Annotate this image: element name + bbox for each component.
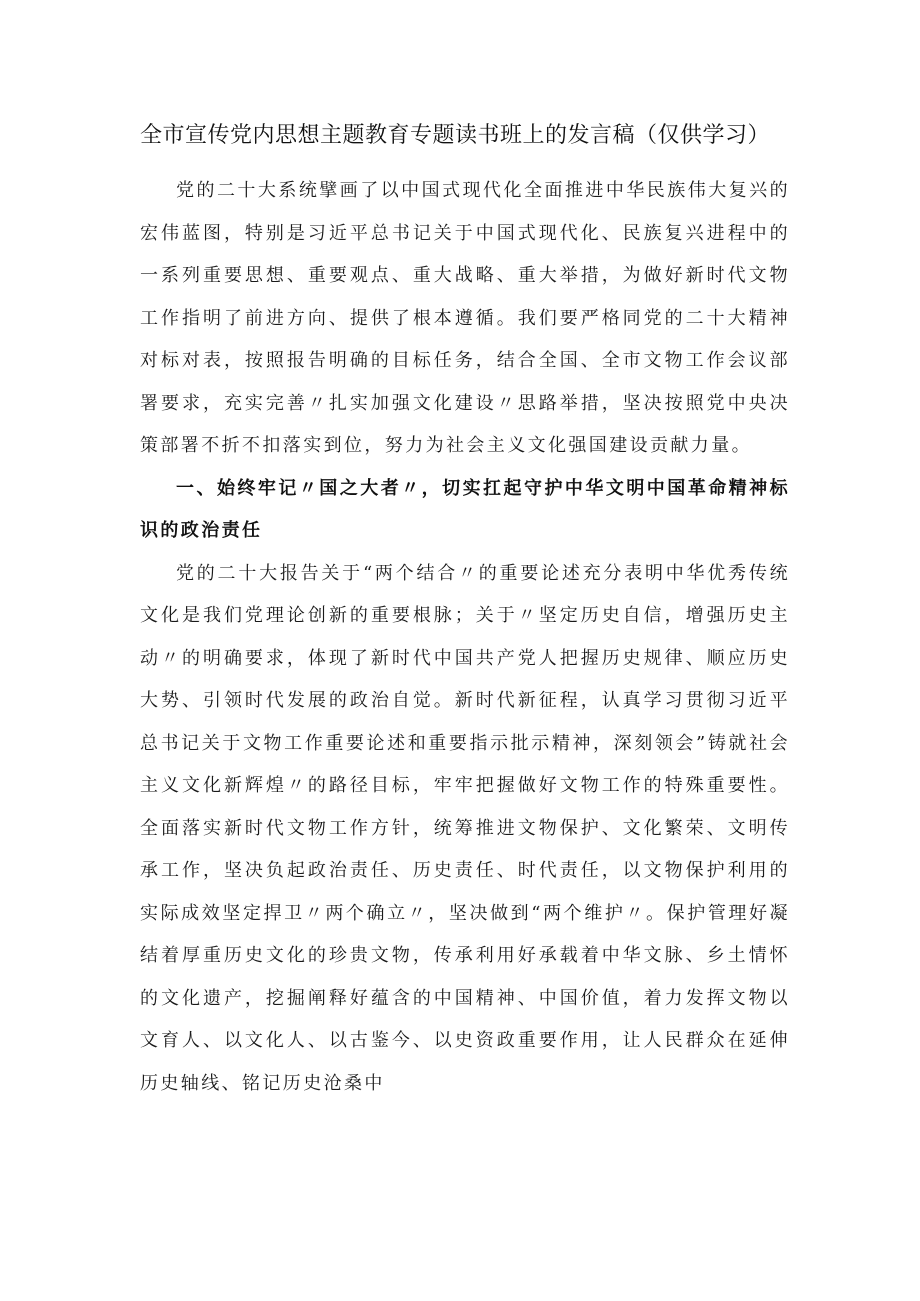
- document-body: [140, 170, 790, 1105]
- section-heading-1: 一、始终牢记〃国之大者〃，切实扛起守护中华文明中国革命精神标识的政治责任: [140, 477, 790, 541]
- section-1-paragraph: 党的二十大报告关于“两个结合〃的重要论述充分表明中华优秀传统文化是我们党理论创新的重要根脉；关于〃坚定历史自信，增强历史主动〃的明确要求，体现了新时代中国共产党人把握历史规律、顺应历史大势、引领时代发展的政治自觉。新时代新征程，认真学习贯彻习近平总书记关于文物工作重要论述和重要指示批示精神，深刻领会”铸就社会主义文化新辉煌〃的路径目标，牢牢把握做好文物工作的特殊重要性。全面落实新时代文物工作方针，统筹推进文物保护、文化繁荣、文明传承工作，坚决负起政治责任、历史责任、时代责任，以文物保护利用的实际成效坚定捍卫〃两个确立〃，坚决做到“两个维护〃。保护管理好凝结着厚重历史文化的珍贵文物，传承利用好承载着中华文脉、乡土情怀的文化遗产，挖掘阐释好蕴含的中国精神、中国价值，着力发挥文物以文育人、以文化人、以古鉴今、以史资政重要作用，让人民群众在延伸历史轴线、铭记历史沧桑中: [140, 562, 790, 1094]
- document-title: 全市宣传党内思想主题教育专题读书班上的发言稿（仅供学习）: [140, 123, 771, 148]
- intro-paragraph: 党的二十大系统擘画了以中国式现代化全面推进中华民族伟大复兴的宏伟蓝图，特别是习近平总书记关于中国式现代化、民族复兴进程中的一系列重要思想、重要观点、重大战略、重大举措，为做好新时代文物工作指明了前进方向、提供了根本遵循。我们要严格同党的二十大精神对标对表，按照报告明确的目标任务，结合全国、全市文物工作会议部署要求，充实完善〃扎实加强文化建设〃思路举措，坚决按照党中央决策部署不折不扣落实到位，努力为社会主义文化强国建设贡献力量。: [140, 180, 790, 456]
